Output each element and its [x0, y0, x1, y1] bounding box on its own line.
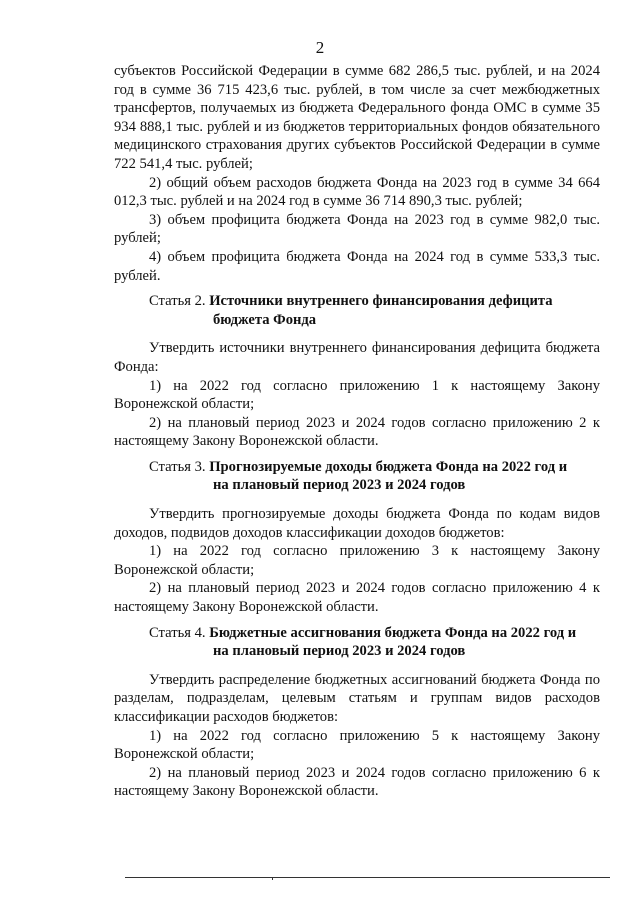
article-3-title-line-2: на плановый период 2023 и 2024 годов — [213, 477, 466, 494]
article-2-number: Статья 2. — [149, 293, 206, 310]
article-2-item-2: 2) на плановый период 2023 и 2024 годов согласно приложению 2 к настоящему Закону Воронежской области. — [114, 414, 600, 450]
article-2-title-line-2: бюджета Фонда — [213, 311, 317, 328]
article-3-item-2: 2) на плановый период 2023 и 2024 годов согласно приложению 4 к настоящему Закону Воронежской области. — [114, 580, 600, 616]
article-4-item-1: 1) на 2022 год согласно приложению 5 к настоящему Закону Воронежской области; — [114, 727, 600, 763]
article-2-item-1: 1) на 2022 год согласно приложению 1 к настоящему Закону Воронежской области; — [114, 377, 600, 413]
footer-divider — [125, 877, 610, 878]
article-3-heading — [114, 458, 600, 495]
article-3-title-line-1: Прогнозируемые доходы бюджета Фонда на 2022 год и — [209, 458, 568, 475]
document-body — [114, 62, 600, 801]
footer-divider-tick — [272, 877, 273, 880]
article-3-item-1: 1) на 2022 год согласно приложению 3 к настоящему Закону Воронежской области; — [114, 543, 600, 578]
article-2-title-line-1: Источники внутреннего финансирования дефицита — [209, 293, 553, 310]
article-4-number: Статья 4. — [149, 624, 206, 641]
article-4-title-line-2: на плановый период 2023 и 2024 годов — [213, 643, 466, 660]
intro-continuation-paragraph: субъектов Российской Федерации в сумме 682 286,5 тыс. рублей, и на 2024 год в сумме 36 715 423,6 тыс. рублей, в том числе за счет межбюджетных трансфертов, получаемых из бюджета Федерального фонда ОМС в сумме 35 934 888,1 тыс. рублей и из бюджетов территориальных фондов обязательного медицинского страхования других субъектов Российской Федерации в сумме 722 541,4 тыс. рублей; — [114, 63, 600, 172]
page-number: 2 — [315, 38, 325, 57]
article-3-number: Статья 3. — [149, 458, 206, 475]
article-4-item-2: 2) на плановый период 2023 и 2024 годов согласно приложению 6 к настоящему Закону Воронежской области. — [114, 764, 600, 800]
article-4-heading — [114, 624, 600, 661]
article-2-body: Утвердить источники внутреннего финансирования дефицита бюджета Фонда: — [114, 340, 600, 375]
article-2-heading — [114, 292, 600, 329]
article-4-body: Утвердить распределение бюджетных ассигнований бюджета Фонда по разделам, подразделам, целевым статьям и группам видов расходов классификации расходов бюджетов: — [114, 671, 600, 725]
article-4-title-line-1: Бюджетные ассигнования бюджета Фонда на 2022 год и — [209, 624, 577, 641]
intro-item-4: 4) объем профицита бюджета Фонда на 2024 год в сумме 533,3 тыс. рублей. — [114, 248, 600, 284]
intro-item-2: 2) общий объем расходов бюджета Фонда на 2023 год в сумме 34 664 012,3 тыс. рублей и на 2024 год в сумме 36 714 890,3 тыс. рублей; — [114, 174, 600, 210]
article-3-body: Утвердить прогнозируемые доходы бюджета Фонда по кодам видов доходов, подвидов доходов классификации доходов бюджетов: — [114, 506, 600, 541]
intro-item-3: 3) объем профицита бюджета Фонда на 2023 год в сумме 982,0 тыс. рублей; — [114, 211, 600, 247]
